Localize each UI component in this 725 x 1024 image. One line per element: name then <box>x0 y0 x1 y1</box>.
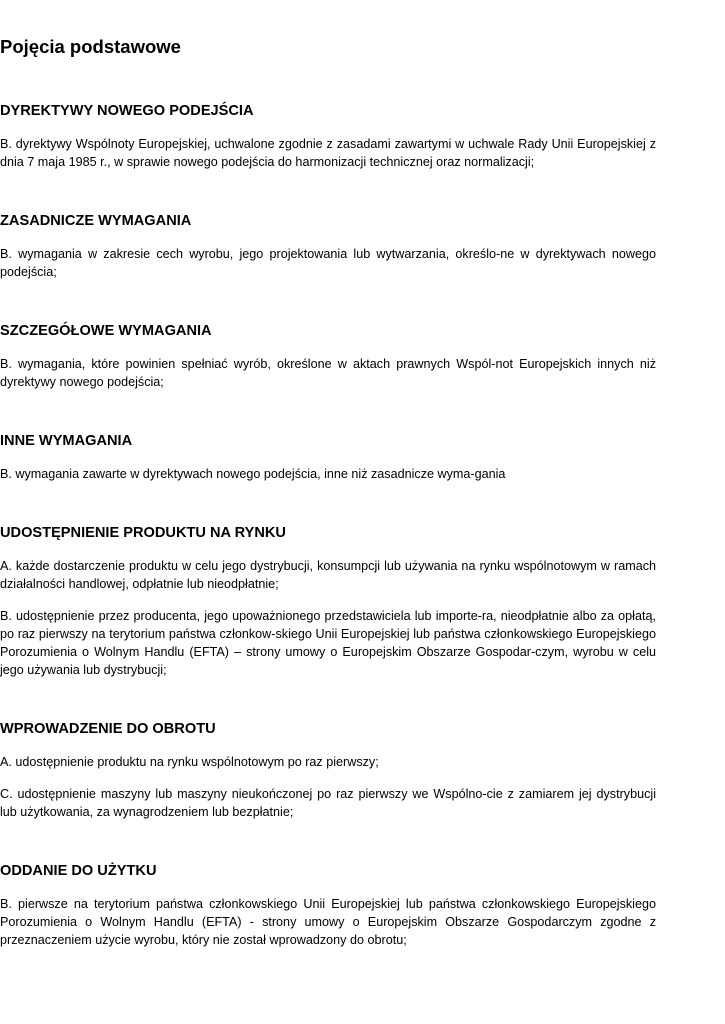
section-inne-wymagania <box>0 431 656 483</box>
definition-paragraph: A. udostępnienie produktu na rynku wspólnotowym po raz pierwszy; <box>0 755 379 769</box>
section-szczegolowe-wymagania <box>0 321 656 391</box>
section-dyrektywy-nowego-podejscia <box>0 101 656 171</box>
definition-paragraph: B. wymagania w zakresie cech wyrobu, jego projektowania lub wytwarzania, określo-ne w dyrektywach nowego podejścia; <box>0 247 656 279</box>
section-oddanie-do-uzytku <box>0 861 656 949</box>
section-wprowadzenie-do-obrotu <box>0 719 656 821</box>
section-zasadnicze-wymagania <box>0 211 656 281</box>
section-heading: DYREKTYWY NOWEGO PODEJŚCIA <box>0 103 254 119</box>
definition-paragraph: A. każde dostarczenie produktu w celu jego dystrybucji, konsumpcji lub używania na rynku wspólnotowym w ramach działalności handlowej, odpłatnie lub nieodpłatnie; <box>0 559 656 591</box>
section-udostepnienie-produktu-na-rynku <box>0 523 656 679</box>
section-heading: ZASADNICZE WYMAGANIA <box>0 213 192 229</box>
section-heading: WPROWADZENIE DO OBROTU <box>0 721 216 737</box>
definition-paragraph: B. dyrektywy Wspólnoty Europejskiej, uchwalone zgodnie z zasadami zawartymi w uchwale Rady Unii Europejskiej z dnia 7 maja 1985 r., w sprawie nowego podejścia do harmonizacji technicznej oraz normalizacji; <box>0 137 656 169</box>
definition-paragraph: B. wymagania zawarte w dyrektywach nowego podejścia, inne niż zasadnicze wyma-gania <box>0 467 506 481</box>
definition-paragraph: C. udostępnienie maszyny lub maszyny nieukończonej po raz pierwszy we Wspólno-cie z zamiarem jej dystrybucji lub użytkowania, za wynagrodzeniem lub bezpłatnie; <box>0 787 656 819</box>
section-heading: UDOSTĘPNIENIE PRODUKTU NA RYNKU <box>0 525 286 541</box>
section-heading: INNE WYMAGANIA <box>0 433 133 449</box>
definition-paragraph: B. wymagania, które powinien spełniać wyrób, określone w aktach prawnych Wspól-not Europejskich innych niż dyrektywy nowego podejścia; <box>0 357 656 389</box>
definition-paragraph: B. udostępnienie przez producenta, jego upoważnionego przedstawiciela lub importe-ra, nieodpłatnie albo za opłatą, po raz pierwszy na terytorium państwa członkow-skiego Unii Europejskiej lub państwa członkowskiego Europejskiego Porozumienia o Wolnym Handlu (EFTA) – strony umowy o Europejskim Obszarze Gospodar-czym, wyrobu w celu jego używania lub dystrybucji; <box>0 609 656 677</box>
definition-paragraph: B. pierwsze na terytorium państwa członkowskiego Unii Europejskiej lub państwa członkowskiego Europejskiego Porozumienia o Wolnym Handlu (EFTA) - strony umowy o Europejskim Obszarze Gospodarczym zgodne z przeznaczeniem użycie wyrobu, który nie został wprowadzony do obrotu; <box>0 897 656 947</box>
section-heading: ODDANIE DO UŻYTKU <box>0 863 157 879</box>
page-title: Pojęcia podstawowe <box>0 36 181 57</box>
section-heading: SZCZEGÓŁOWE WYMAGANIA <box>0 323 212 339</box>
